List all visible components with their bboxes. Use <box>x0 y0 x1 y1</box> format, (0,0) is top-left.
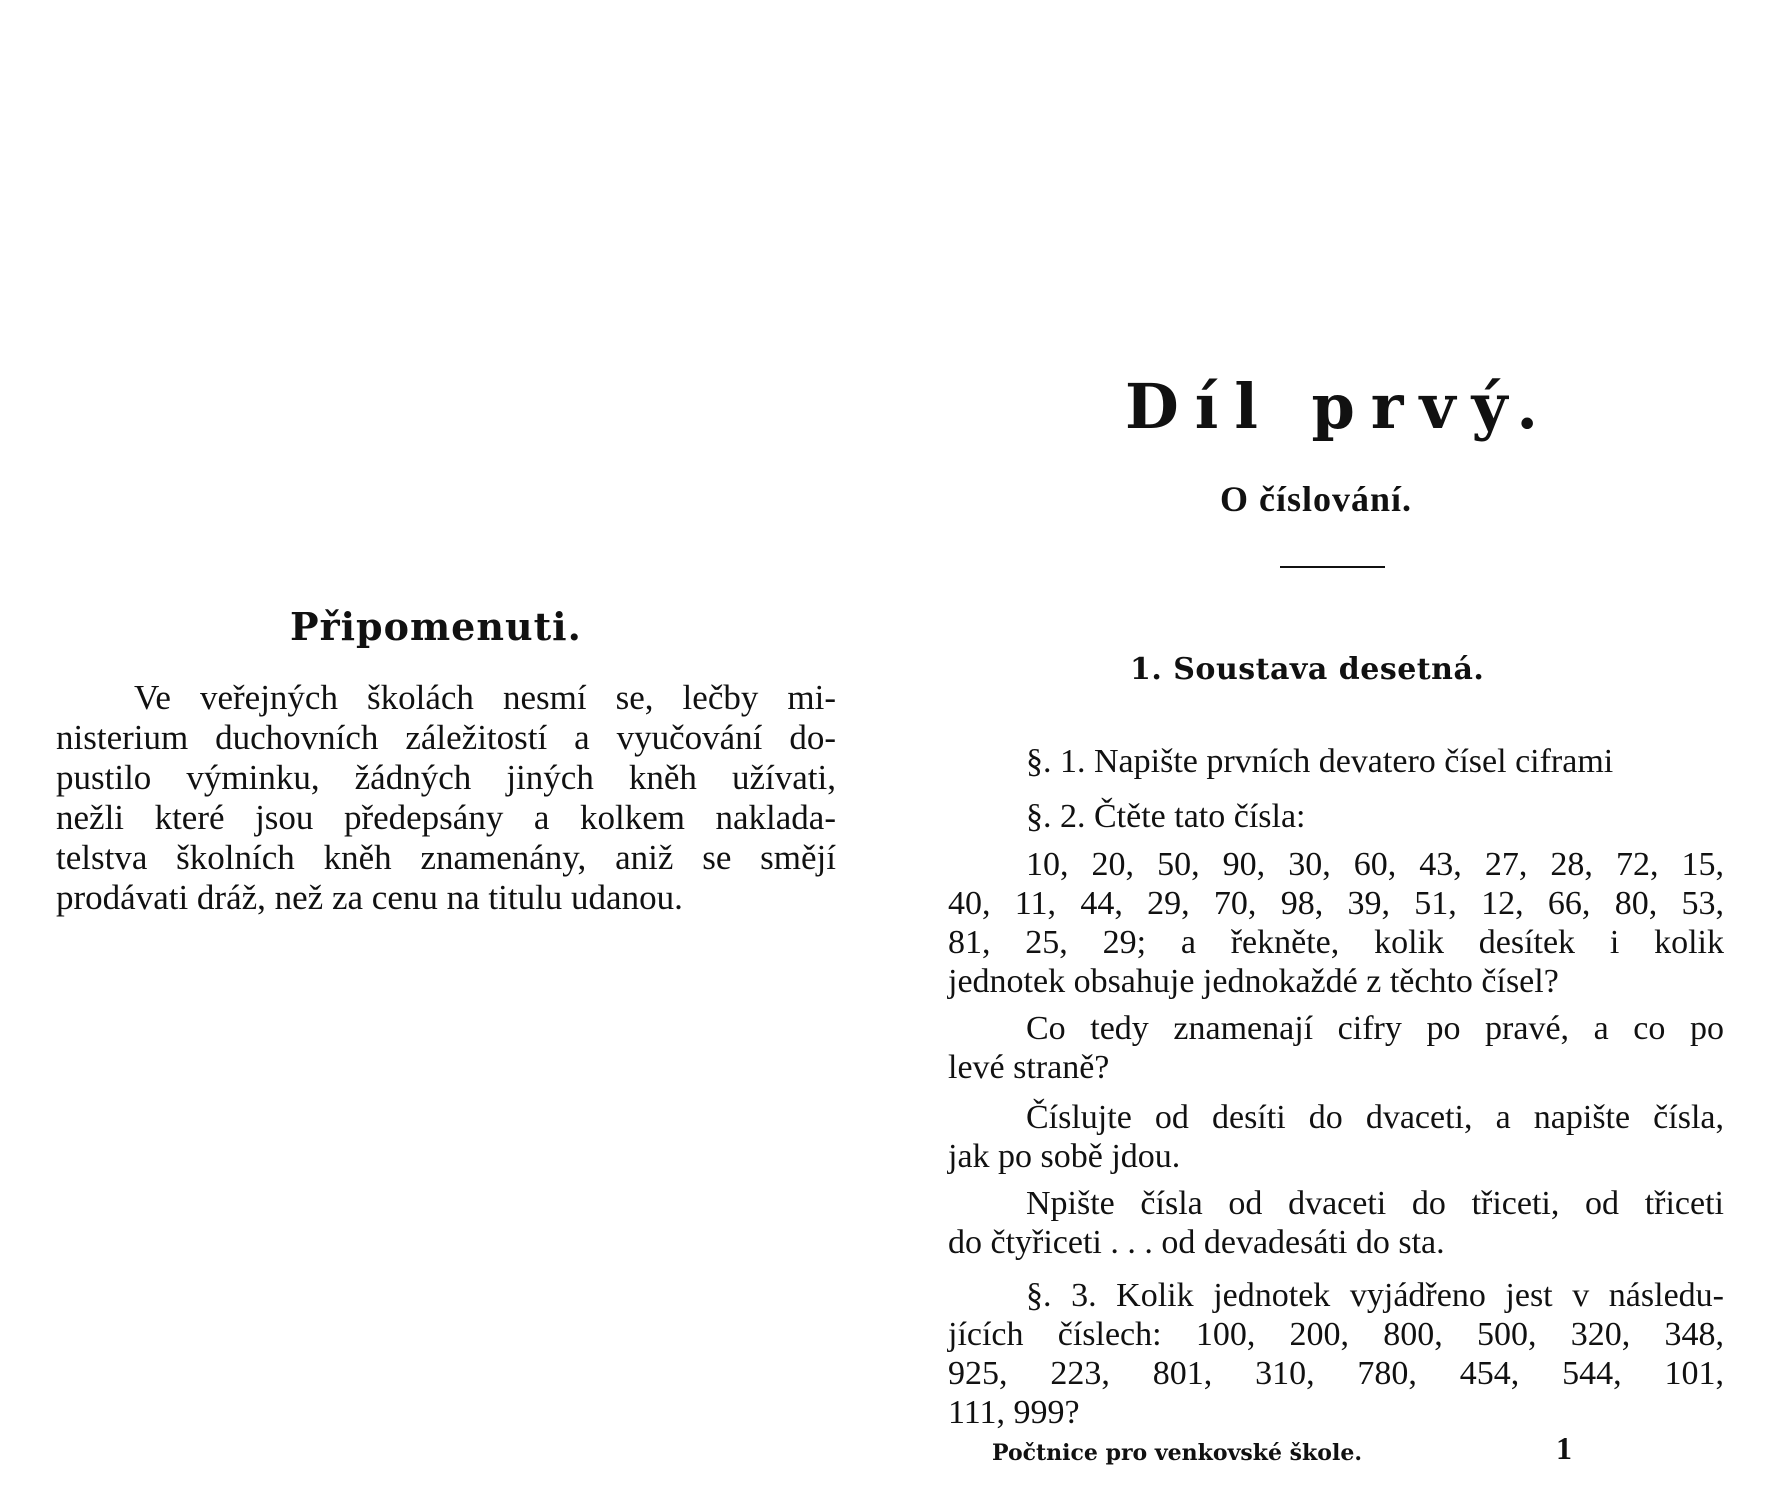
chapter-title: O číslování. <box>1220 479 1413 519</box>
text-line: Npište čísla od dvaceti do třiceti, od třiceti <box>1026 1185 1724 1222</box>
question-paragraph-1 <box>948 1009 1724 1087</box>
text-line: 925, 223, 801, 310, 780, 454, 544, 101, <box>948 1355 1724 1392</box>
notice-line: pustilo výminku, žádných jiných kněh užívati, <box>56 758 836 797</box>
exercise-paragraph-3 <box>948 1276 1724 1432</box>
text-line: §. 3. Kolik jednotek vyjádřeno jest v následu- <box>1026 1277 1724 1314</box>
notice-line: nisterium duchovních záležitostí a vyučování do- <box>56 718 836 757</box>
notice-line: prodávati dráž, než za cenu na titulu udanou. <box>56 878 683 917</box>
text-line: 81, 25, 29; a řekněte, kolik desítek i kolik <box>948 924 1724 961</box>
text-line: levé straně? <box>948 1049 1110 1086</box>
text-line: §. 2. Čtěte tato čísla: <box>1026 798 1306 835</box>
question-paragraph-2 <box>948 1098 1724 1176</box>
exercise-paragraph-1 <box>948 742 1724 781</box>
text-line: jednotek obsahuje jednokaždé z těchto čísel? <box>948 963 1559 1000</box>
notice-heading: Připomenuti. <box>290 604 582 649</box>
notice-line: nežli které jsou předepsány a kolkem naklada- <box>56 798 836 837</box>
part-title: Díl prvý. <box>1125 370 1554 443</box>
text-line: §. 1. Napište prvních devatero čísel ciframi <box>1026 743 1614 780</box>
notice-line: telstva školních kněh znamenány, aniž se smějí <box>56 838 836 877</box>
text-line: Co tedy znamenají cifry po pravé, a co po <box>1026 1010 1724 1047</box>
text-line: jících číslech: 100, 200, 800, 500, 320, 348, <box>948 1316 1724 1353</box>
running-footer-title: Počtnice pro venkovské škole. <box>992 1440 1362 1466</box>
exercise-paragraph-2 <box>948 797 1724 836</box>
question-paragraph-3 <box>948 1184 1724 1262</box>
section-heading: 1. Soustava desetná. <box>1130 652 1485 687</box>
notice-line: Ve veřejných školách nesmí se, lečby mi- <box>134 678 836 717</box>
title-divider <box>1280 566 1385 568</box>
notice-paragraph <box>56 678 836 918</box>
text-line: do čtyřiceti . . . od devadesáti do sta. <box>948 1224 1445 1261</box>
left-page <box>0 0 880 1500</box>
text-line: 10, 20, 50, 90, 30, 60, 43, 27, 28, 72, 15, <box>1026 846 1724 883</box>
text-line: 111, 999? <box>948 1394 1080 1431</box>
text-line: jak po sobě jdou. <box>948 1138 1181 1175</box>
right-page <box>880 0 1774 1500</box>
page-number: 1 <box>1556 1430 1572 1466</box>
text-line: 40, 11, 44, 29, 70, 98, 39, 51, 12, 66, 80, 53, <box>948 885 1724 922</box>
text-line: Číslujte od desíti do dvaceti, a napište čísla, <box>1026 1099 1724 1136</box>
number-list-paragraph <box>948 845 1724 1001</box>
